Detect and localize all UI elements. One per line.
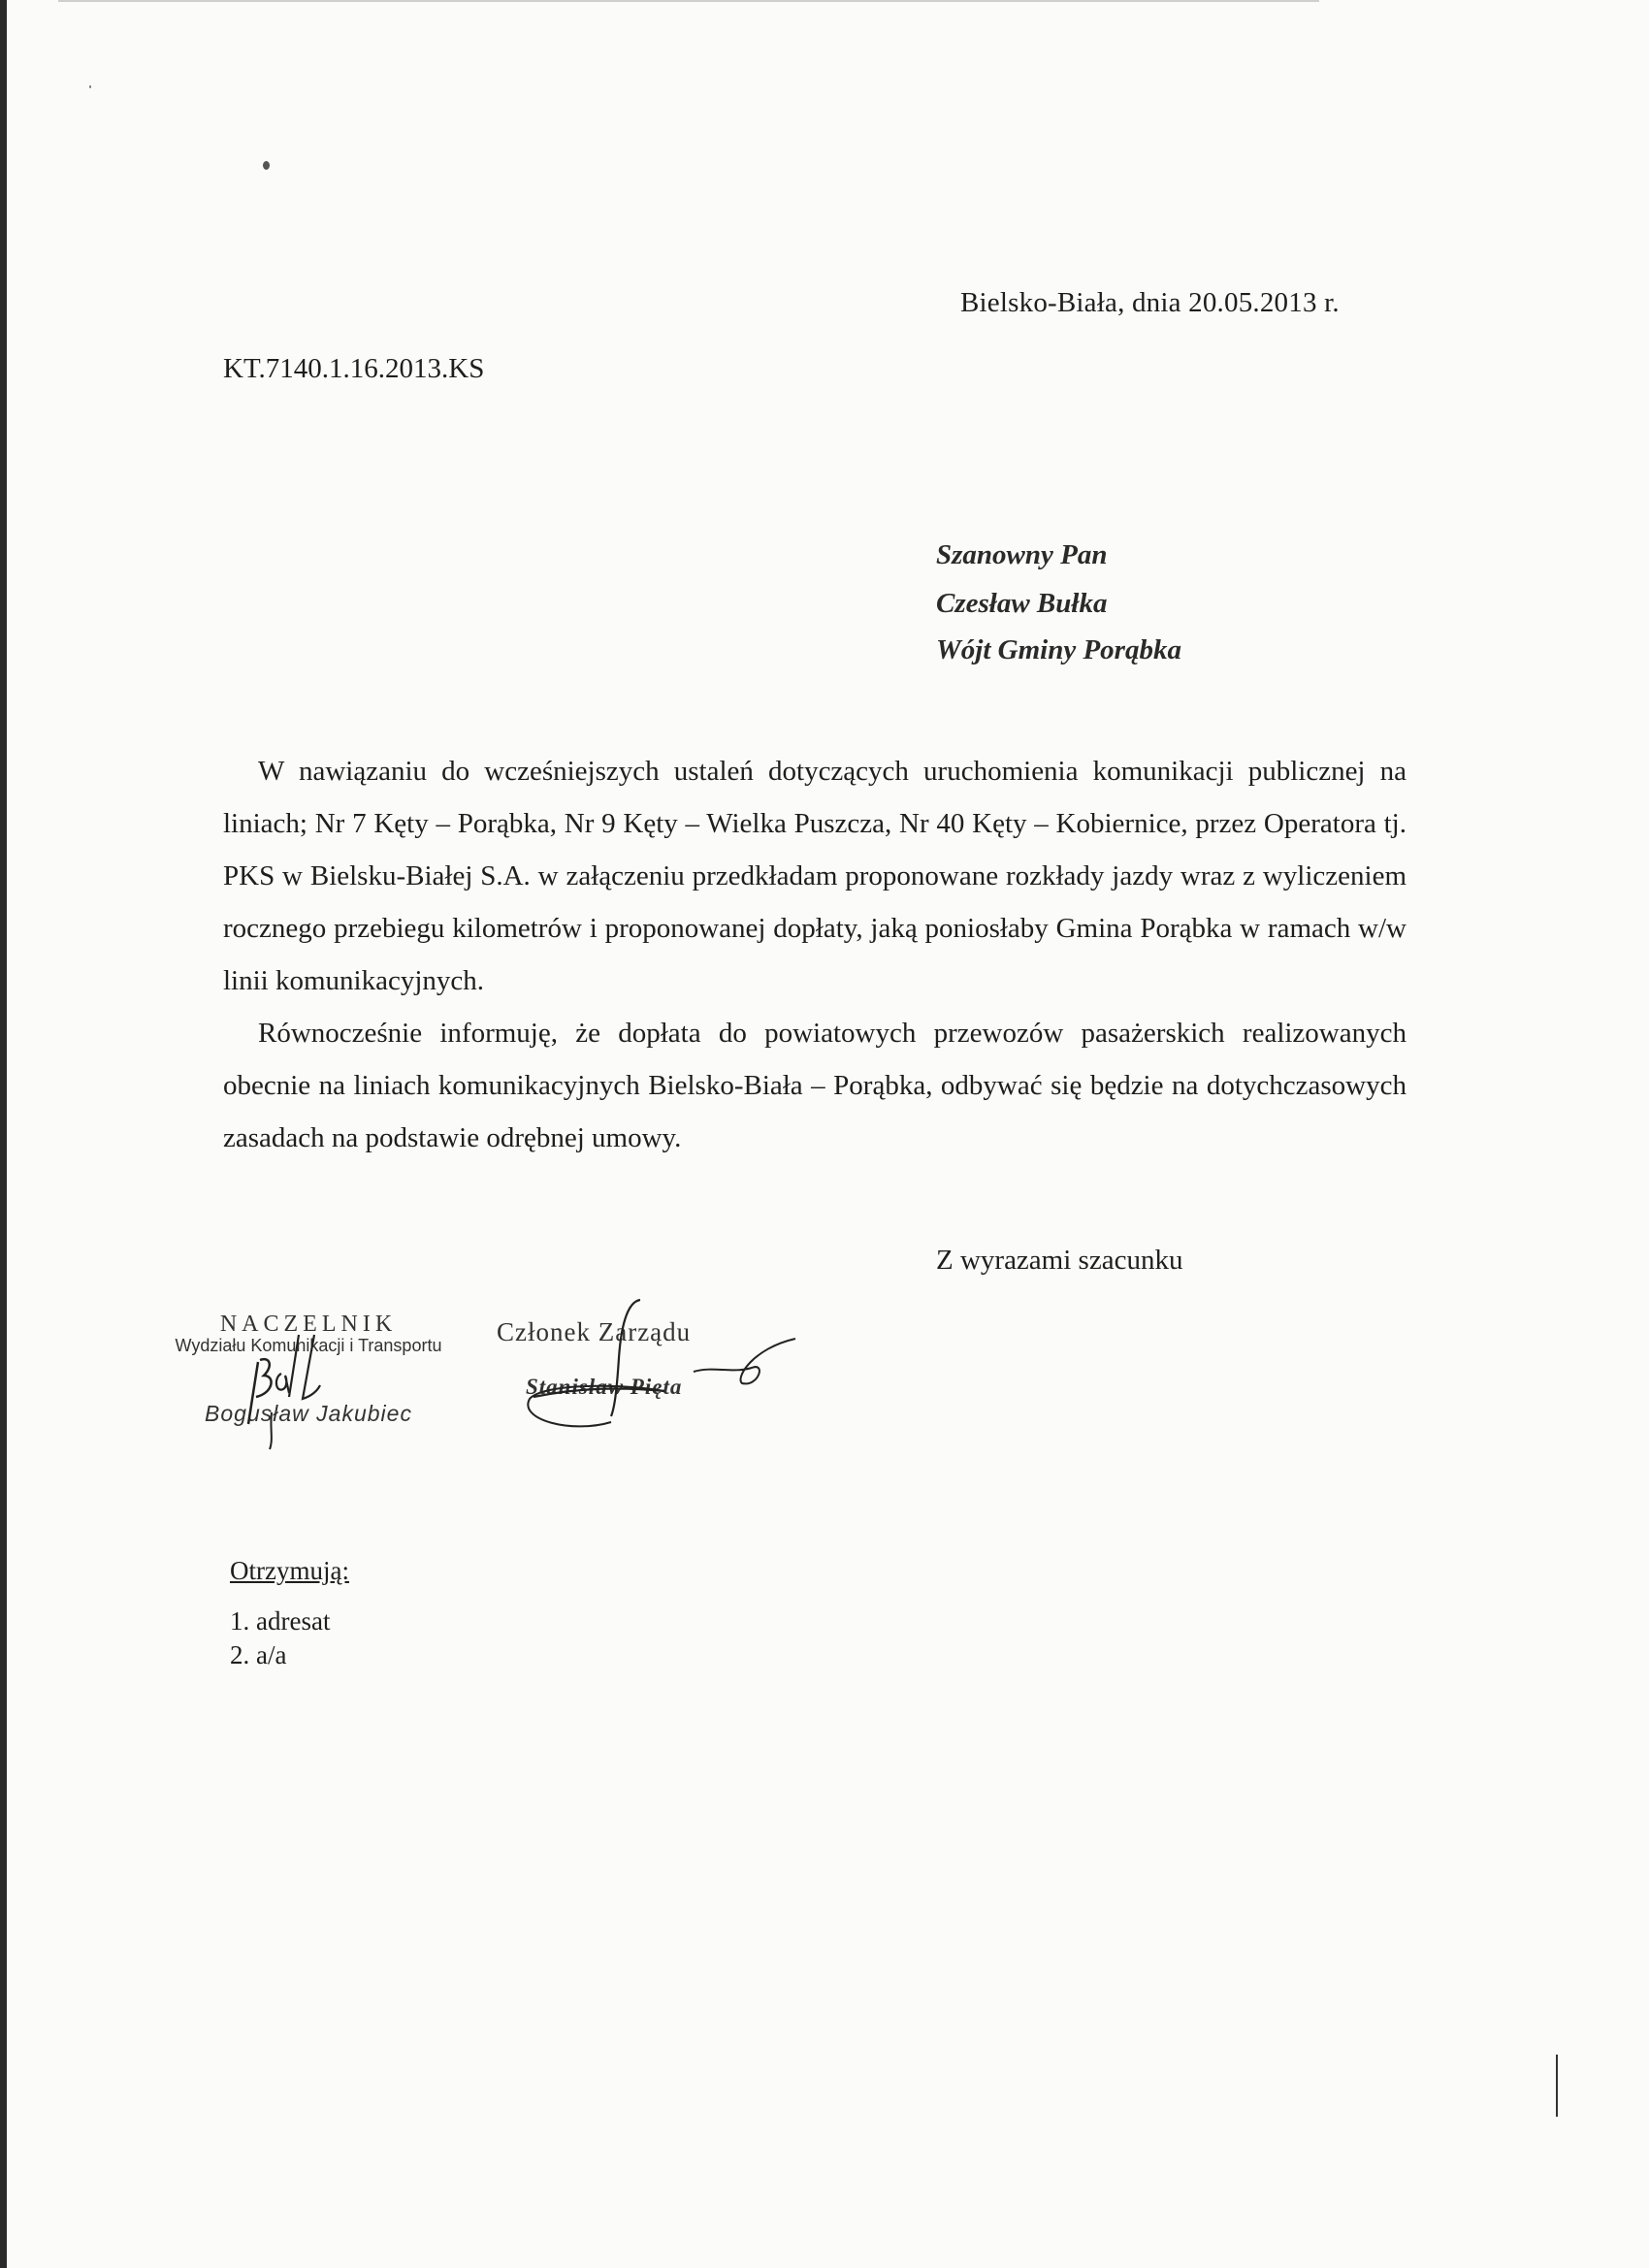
body-paragraph: Równocześnie informuję, że dopłata do powiatowych przewozów pasażerskich realizowanych obecnie na liniach komunikacyjnych Bielsko-Biała – Porąbka, odbywać się będzie na dotychczasowych zasadach na podstawie odrębnej umowy. xyxy=(223,1018,1406,1153)
body-paragraph: W nawiązaniu do wcześniejszych ustaleń dotyczących uruchomienia komunikacji publicznej na liniach; Nr 7 Kęty – Porąbka, Nr 9 Kęty – Wielka Puszcza, Nr 40 Kęty – Kobiernice, przez Operatora tj. PKS w Bielsku-Białej S.A. w załączeniu przedkładam proponowane rozkłady jazdy wraz z wyliczeniem rocznego przebiegu kilometrów i proponowanej dopłaty, jaką poniosłaby Gmina Porąbka w ramach w/w linii komunikacyjnych. xyxy=(223,756,1406,996)
closing: Z wyrazami szacunku xyxy=(936,1245,1183,1276)
scan-speck xyxy=(263,161,270,170)
scan-edge-top xyxy=(58,0,1319,2)
scan-mark xyxy=(1556,2055,1558,2117)
stamp-subtitle: Wydziału Komunikacji i Transportu xyxy=(175,1336,442,1355)
reference-number: KT.7140.1.16.2013.KS xyxy=(223,353,485,384)
stamp-name: Stanisław Pięta xyxy=(526,1375,683,1399)
stamp-czlonek-zarzadu xyxy=(497,1317,807,1400)
recipient-item: 1. adresat xyxy=(230,1606,331,1636)
recipient-item: 2. a/a xyxy=(230,1640,287,1669)
addressee-name: Czesław Bułka xyxy=(936,588,1108,619)
addressee-title: Wójt Gminy Porąbka xyxy=(936,634,1181,665)
scan-speck xyxy=(89,85,91,88)
stamp-naczelnik xyxy=(144,1312,473,1427)
stamp-title: NACZELNIK xyxy=(219,1312,398,1337)
addressee-salutation: Szanowny Pan xyxy=(936,539,1108,570)
scan-edge xyxy=(0,0,7,2268)
letter-body xyxy=(223,745,1406,1164)
stamp-name: Bogusław Jakubiec xyxy=(205,1401,412,1426)
place-date: Bielsko-Biała, dnia 20.05.2013 r. xyxy=(960,287,1340,318)
recipients-title: Otrzymują: xyxy=(230,1556,349,1585)
stamp-title: Członek Zarządu xyxy=(497,1317,692,1346)
